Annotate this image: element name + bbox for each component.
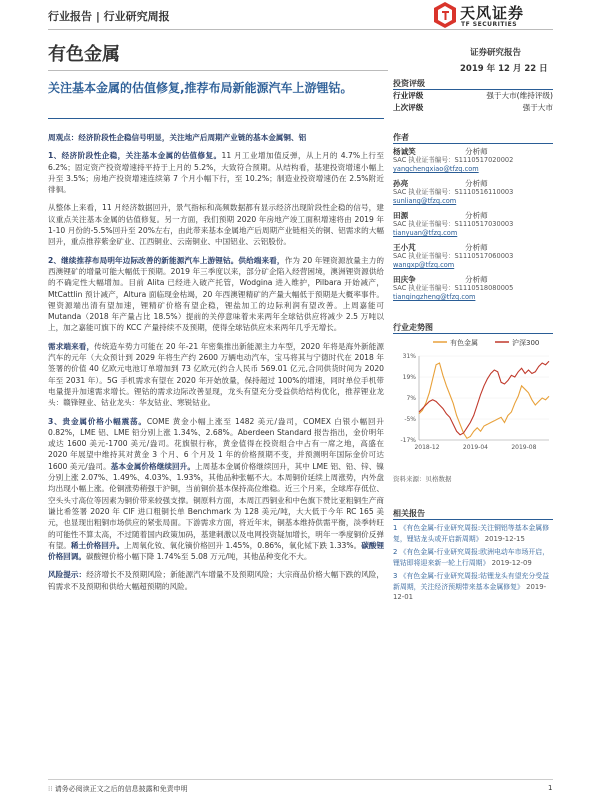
related-divider [393, 519, 553, 520]
tf-logo-icon [434, 2, 456, 28]
series-line [419, 363, 549, 438]
author-name-row [393, 147, 553, 156]
logo-text-cn: 天风证券 [460, 4, 525, 22]
author-role: 分析师 [465, 147, 488, 156]
related-report-title: 3 《有色金属-行业研究周报:钴锂龙头有望充分受益新周期，关注经济预期带来基本金属修复》 [393, 572, 550, 591]
paragraph-1: 1、经济阶段性企稳，关注基本金属的估值修复。11 月工业增加值反弹，从上月的 4.7%上行至 6.2%；固定资产投资增速持平持于上月的 5.2%，大致符合预期。从结构看，基建投资增速小幅上升至 3.5%；房地产投资增速连续第 7 个月小幅下行，至 10.2%；制造业投资增速仍在 2.5%附近徘徊。 [48, 151, 385, 195]
risk-warning: 风险提示：经济增长不及预期风险；新能源汽车增量不及预期风险；大宗商品价格大幅下跌的风险，钨需求不及预期和供给大幅超预期的风险。 [48, 570, 384, 591]
x-tick-label: 2018-12 [414, 444, 440, 451]
legend-label: 沪深300 [512, 339, 540, 347]
y-tick-label: 19% [402, 374, 416, 381]
author-list [393, 147, 553, 302]
author-sac: SAC 执业证书编号：S1110517060003 [393, 252, 514, 260]
author-entry [393, 147, 553, 174]
related-report-date: 2019-12-15 [484, 534, 525, 543]
author-entry [393, 243, 553, 270]
rating-title: 投资评级 [393, 79, 425, 88]
y-tick-label: -5% [404, 416, 416, 423]
report-category: 行业报告 | 行业研究周报 [48, 10, 170, 23]
paragraph-4: 需求端来看，传统造车势力可能在 20 年-21 年密集推出新能源主力车型，2020 年将是海外新能源汽车的元年（大众预计到 2029 年将生产约 2600 万辆电动汽车，宝马将其与宁德时代在 2018 年签署的价值 40 亿欧元电池订单增加到 73 亿欧元(约合人民币 569.01 亿元,合同供货时间为 2020 年至 2031 年）。5G 手机需求有望在 2020 年开始放量，保持超过 100%的增速，同时单位手机带电量提升加速需求增长。锂钴的需求边际改善显现，龙头有望充分受益供给结构优化，推荐锂业龙头：赣锋锂业、钴业龙头：华友钴业、寒锐钴业。 [48, 341, 385, 408]
related-report-link[interactable] [393, 523, 553, 544]
author-role: 分析师 [465, 211, 488, 220]
headline-divider [48, 118, 384, 119]
y-tick-label: -17% [400, 437, 416, 444]
author-name: 孙亮 [393, 179, 409, 188]
author-sac: SAC 执业证书编号：S1110516110003 [393, 188, 514, 196]
paragraph-5: 3、贵金属价格小幅震荡。COME 黄金小幅上涨至 1482 美元/盎司，COMEX 白银小幅回升 0.82%，LME 铝、LME 铅分别上涨 1.34%、2.68%。Aberdeen Standard 报告指出，金价明年或达 1600 美元-1700 美元/盎司。花旗银行称，黄金值得在投资组合中占有一席之地，高盛在 2020 年展望中维持其对黄金 3 个月、6 个月及 1 年的价格预期不变，并预测明年国际金价可达 1600 美元/盎司。基本金属价格继续回升。上周基本金属价格继续回升，其中 LME 铝、铅、锌、镍分别上涨 2.07%、1.49%、4.03%、1.93%，其他品种张幅不大。本周铜价延续上周涨势，内外盘均出现小幅上涨。伦铜涨势稍强于沪铜，当前铜价基本保持高位维稳。近三个月来，全球库存低位、空头头寸高位等因素为铜价带来较强支撑。铜原料方面，本周江西铜业和中色旗下赞比亚粗铜生产商谦比希签署 2020 年 CIF 进口粗铜长单 Benchmark 为 128 美元/吨，大大低于今年 RC 165 美元，也显现出粗铜市场供应的紧张局面。下游需求方面，将近年末，铜基本维持供需平衡，淡季转旺的可能性不算太高，不过随着国内政策加码，基建刺激以及电网投资疑加增长，明年一季度铜价反弹有望。稀土价格回升。上周氧化钕、氧化镝价格回升 1.45%，0.86%，氧化铽下跌 1.33%。碳酸锂价格回调。碳酸锂价格小幅下降 1.74%至 5.08 万元/吨，其他品种变化不大。 [48, 416, 385, 562]
report-type: 证券研究报告 [470, 48, 522, 58]
author-entry [393, 211, 553, 238]
footer-disclaimer: ⁞⁞ 请务必阅读正文之后的信息披露和免责申明 [48, 785, 188, 793]
author-role: 分析师 [465, 179, 488, 188]
author-email-link[interactable]: yangchengxiao@tfzq.com [393, 165, 479, 173]
author-email-link[interactable]: tianyuan@tfzq.com [393, 229, 458, 237]
headline: 关注基本金属的估值修复,推荐布局新能源汽车上游锂钴。 [48, 81, 353, 95]
title-divider [48, 70, 388, 71]
related-title: 相关报告 [393, 509, 425, 518]
author-entry [393, 275, 553, 302]
author-email-link[interactable]: tianqingzheng@tfzq.com [393, 293, 476, 301]
summary-intro: 周观点：经济阶段性企稳信号明显，关注地产后周期产业链的基本金属铜、铝 [48, 133, 307, 142]
logo-text-en: TF SECURITIES [461, 21, 518, 28]
company-logo [434, 2, 554, 32]
author-email-link[interactable]: wangxp@tfzq.com [393, 261, 455, 269]
author-name-row [393, 275, 553, 284]
author-sac: SAC 执业证书编号：S1110518080005 [393, 284, 514, 292]
author-role: 分析师 [465, 243, 488, 252]
author-entry [393, 179, 553, 206]
industry-rating-row: 行业评级 强于大市(维持评级) [393, 91, 553, 100]
related-list [393, 523, 553, 603]
summary-body [48, 132, 384, 599]
x-tick-label: 2019-04 [462, 444, 488, 451]
related-report-date: 2019-12-09 [491, 558, 532, 567]
author-name: 杨诚笑 [393, 147, 416, 156]
trend-panel [393, 322, 553, 483]
trend-chart [393, 334, 553, 452]
author-name-row [393, 243, 553, 252]
authors-title: 作者 [393, 133, 409, 142]
authors-panel [393, 132, 553, 307]
report-date: 2019 年 12 月 22 日 [460, 64, 548, 74]
related-panel [393, 508, 553, 606]
info-icon: ⁞⁞ [48, 785, 55, 793]
author-name: 田庆争 [393, 275, 416, 284]
chart-source: 资料来源：贝格数据 [393, 475, 452, 483]
footer-divider [48, 779, 553, 780]
author-name: 田源 [393, 211, 409, 220]
author-sac: SAC 执业证书编号：S1110517020002 [393, 156, 514, 164]
paragraph-3: 2、继续推荐布局明年边际改善的新能源汽车上游锂钴。供给端来看，作为 20 年锂资源放量主力的西澳锂矿的增量可能大幅低于预期。2019 年三季度以来，部分矿企陷入经营困境，澳洲锂资源供给的不确定性大幅增加。目前 Alita 已经进入破产托管，Wodgina 进入维护，Pilbara 开始减产，MtCattlin 预计减产，Altura 面临现金枯竭，20 年西澳锂精矿的产量大幅低于预期是大概率事件。锂资源端出清有望加速，锂精矿价格有望企稳，锂盐加工的边际利润有望改善。上周嘉能可 Mutanda（2018 年产量占比 18.5%）提前的关停意味着未来两年全球钴供应将减少 2.5 万吨以上，加之嘉能可旗下的 KCC 产量持续不及预期，使得全球钴供应未来两年几乎无增长。 [48, 255, 384, 333]
related-report-title: 1 《有色金属-行业研究周报:关注铜铝等基本金属修复，锂钴龙头或开启新周期》 [393, 524, 550, 543]
author-name-row [393, 179, 553, 188]
x-tick-label: 2019-08 [511, 444, 537, 451]
y-tick-label: 7% [406, 395, 416, 402]
author-email-link[interactable]: sunliang@tfzq.com [393, 197, 457, 205]
y-tick-label: 31% [402, 353, 416, 360]
page-number: 1 [548, 784, 553, 792]
page-title: 有色金属 [48, 44, 120, 65]
related-report-link[interactable] [393, 547, 553, 568]
paragraph-2: 从整体上来看，11 月经济数据回升，景气指标和高频数据都有显示经济出现阶段性企稳的信号，建议重点关注基本金属的估值修复。另一方面，我们预期 2020 年房地产竣工面积增速将由 2019 年 1-10 月份的-5.5%回升至 20%左右，由此带来基本金属地产后周期产业链相关的铜、铝需求的大幅回升，重点推荐紫金矿业、江西铜业、云南铜业、中国铝业、云铝股份。 [48, 203, 384, 247]
prev-rating-row: 上次评级 强于大市 [393, 103, 553, 112]
author-sac: SAC 执业证书编号：S1110517030003 [393, 220, 514, 228]
trend-title: 行业走势图 [393, 323, 433, 332]
related-report-title: 2 《有色金属-行业研究周报:欧洲电动车市场开启，锂钴即将迎来新一轮上行周期》 [393, 548, 550, 567]
header-divider [48, 29, 553, 30]
legend-label: 有色金属 [450, 339, 478, 347]
rating-panel [393, 78, 553, 114]
related-report-date: 2019-12-01 [393, 582, 547, 601]
authors-divider [393, 143, 553, 144]
related-report-link[interactable] [393, 571, 553, 603]
author-name: 王小芃 [393, 243, 416, 252]
author-name-row [393, 211, 553, 220]
author-role: 分析师 [465, 275, 488, 284]
